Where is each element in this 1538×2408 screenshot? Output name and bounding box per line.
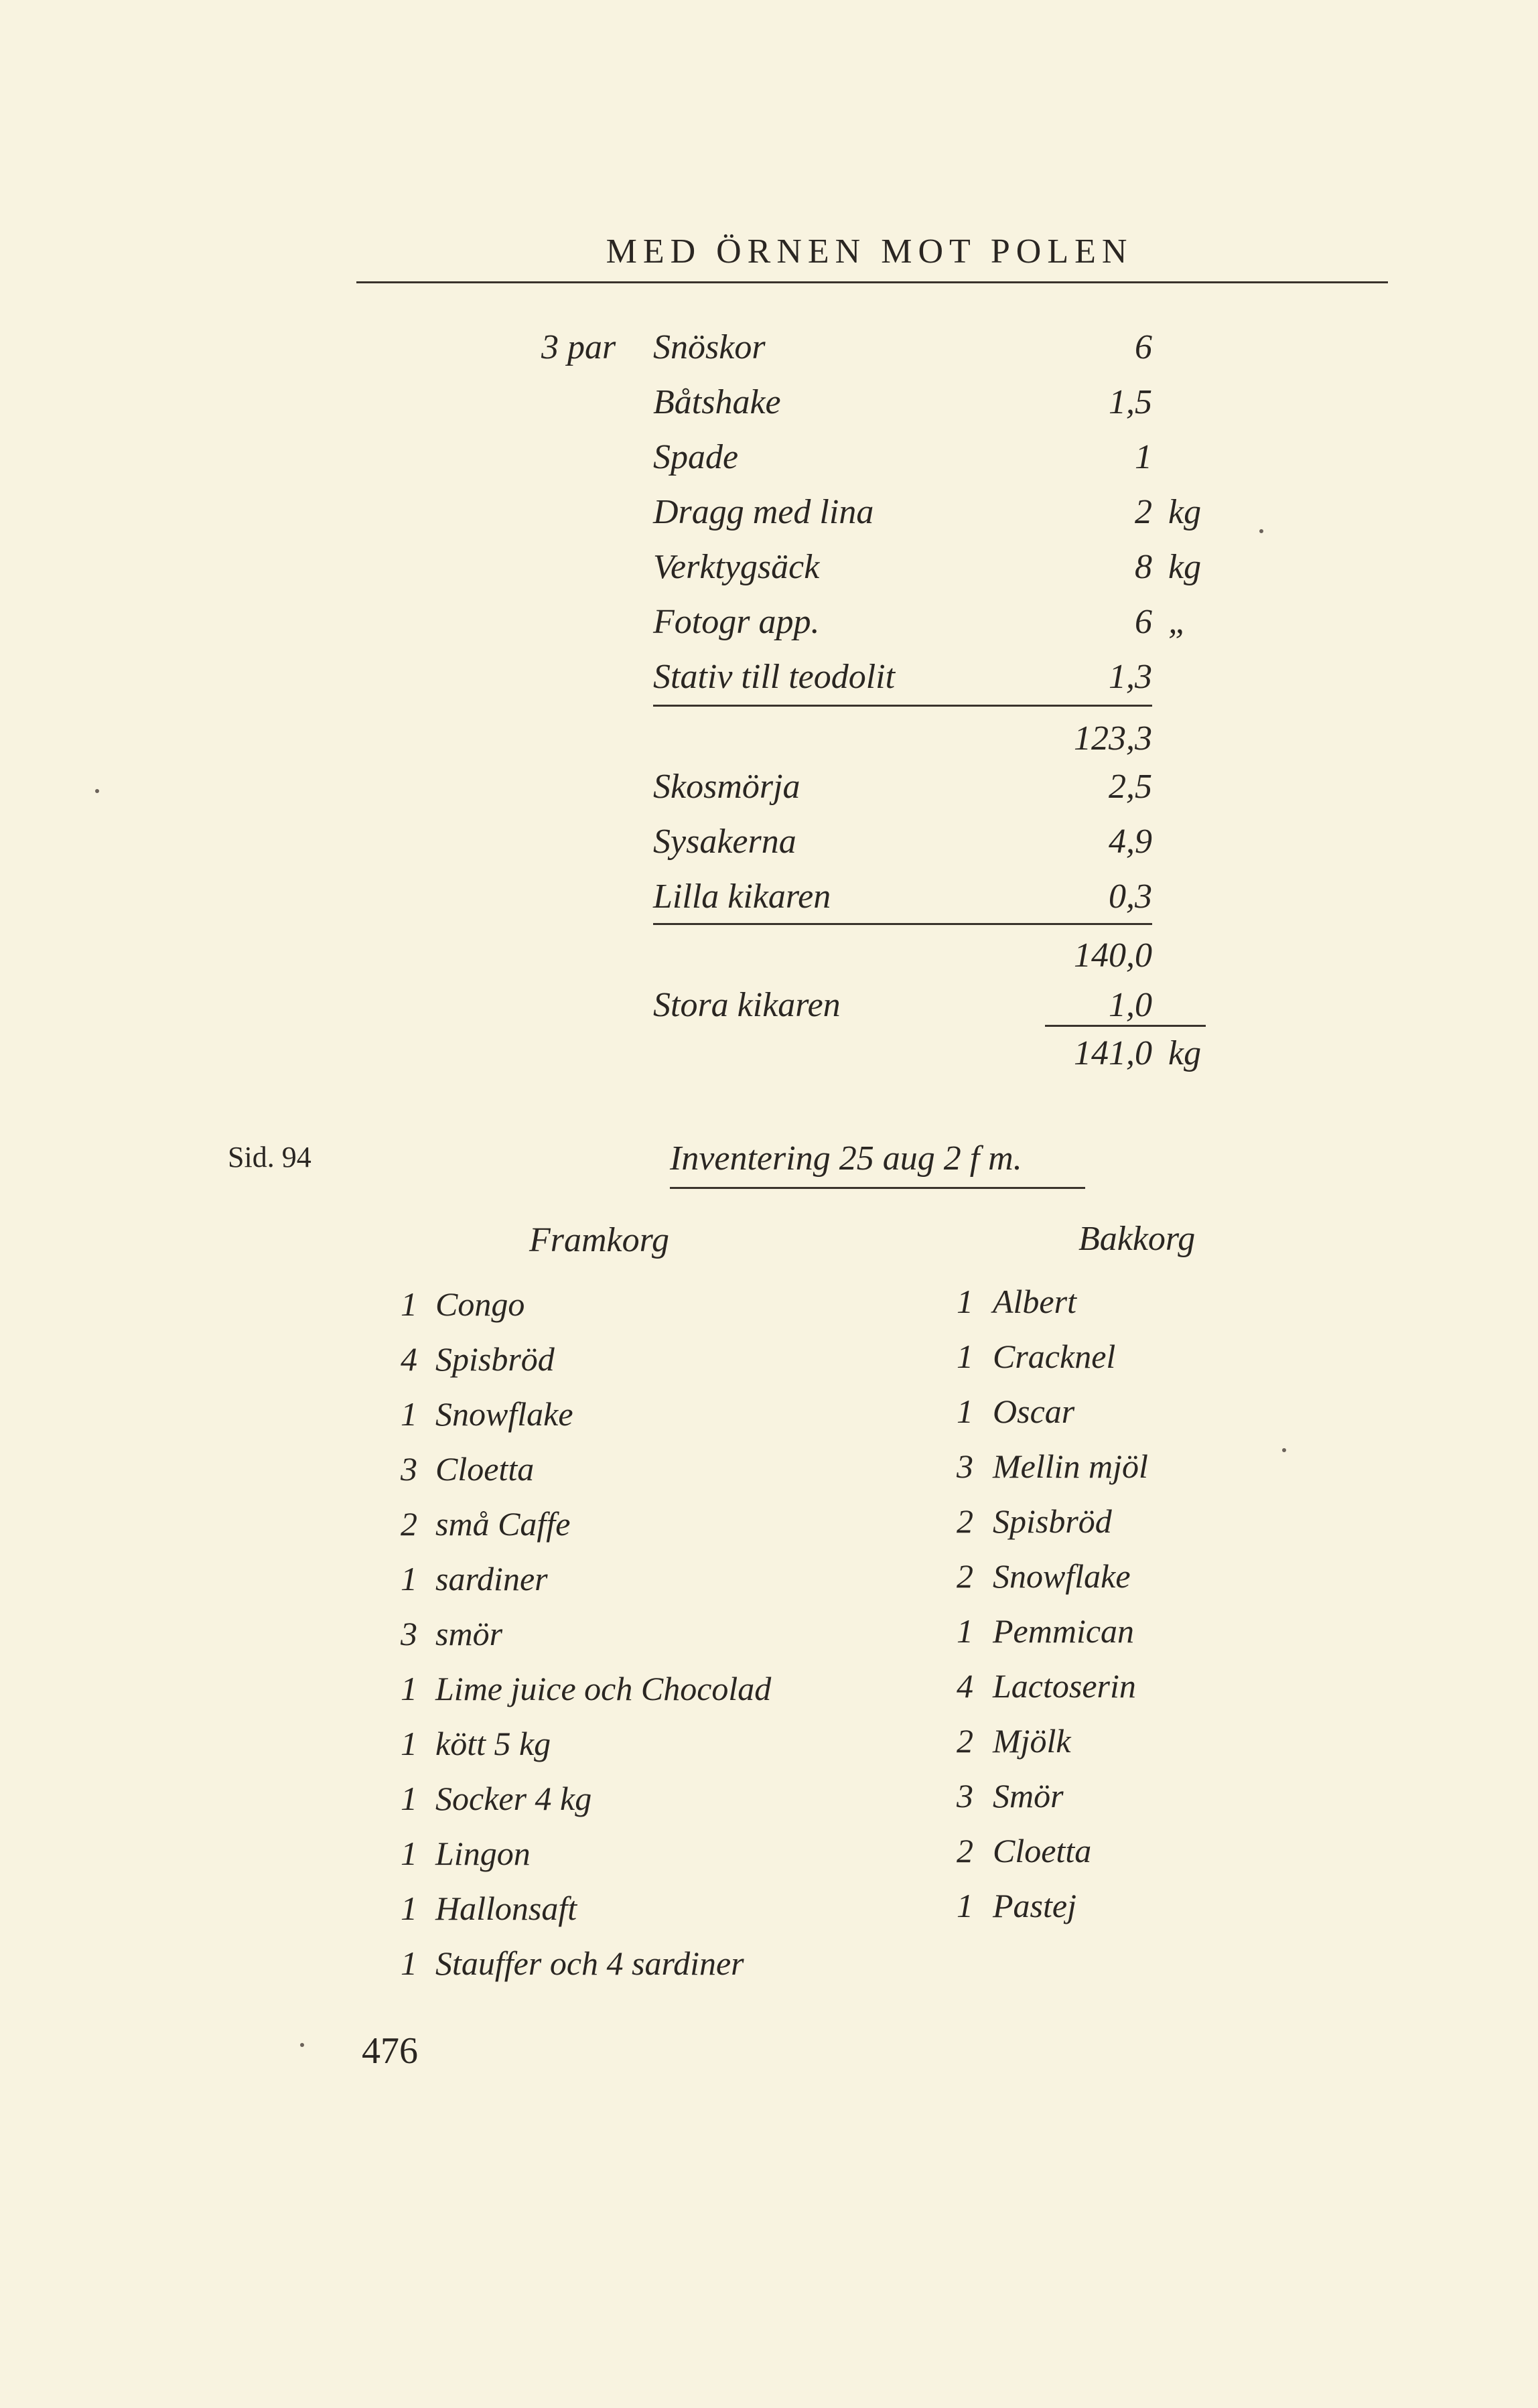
- item-name: Stativ till teodolit: [653, 658, 896, 696]
- item-text: kött 5 kg: [435, 1725, 551, 1762]
- item-count: 2: [957, 1502, 973, 1540]
- item-text: små Caffe: [435, 1505, 571, 1543]
- item-text: Stauffer och 4 sardiner: [435, 1944, 744, 1982]
- item-value: 4,9: [1109, 823, 1152, 861]
- item-count: 1: [957, 1887, 973, 1924]
- item-value: 1: [1135, 438, 1152, 476]
- item-count: 1: [401, 1670, 417, 1707]
- item-count: 3: [401, 1450, 417, 1488]
- item-value: 1,0: [1109, 986, 1152, 1024]
- item-text: smör: [435, 1615, 503, 1652]
- item-count: 2: [957, 1722, 973, 1760]
- item-unit: kg: [1168, 493, 1202, 531]
- item-text: Mellin mjöl: [993, 1447, 1148, 1485]
- item-text: Lime juice och Chocolad: [435, 1670, 772, 1707]
- item-text: Spisbröd: [435, 1340, 555, 1378]
- item-count: 2: [957, 1832, 973, 1869]
- subtotal-value: 140,0: [1074, 936, 1152, 975]
- item-text: Snowflake: [435, 1395, 573, 1433]
- item-value: 8: [1135, 548, 1152, 586]
- page-number: 476: [362, 2030, 418, 2072]
- item-text: Cracknel: [993, 1338, 1116, 1375]
- item-count: 4: [957, 1667, 973, 1705]
- item-count: 4: [401, 1340, 417, 1378]
- item-count: 2: [401, 1505, 417, 1543]
- item-name: Snöskor: [653, 328, 766, 366]
- item-count: 1: [957, 1393, 973, 1430]
- item-name: Fotogr app.: [653, 603, 820, 641]
- item-name: Skosmörja: [653, 768, 800, 806]
- sum-rule: [653, 923, 1152, 925]
- item-text: Albert: [993, 1283, 1076, 1320]
- paper-speck: [1259, 529, 1263, 533]
- item-unit: „: [1168, 603, 1188, 641]
- side-note: Sid. 94: [228, 1141, 311, 1174]
- item-text: Lingon: [435, 1835, 531, 1872]
- item-name: Sysakerna: [653, 823, 796, 861]
- total-value: 141,0: [1074, 1034, 1152, 1072]
- item-text: Pemmican: [993, 1612, 1135, 1650]
- item-value: 2: [1135, 493, 1152, 531]
- item-unit: kg: [1168, 548, 1202, 586]
- item-name: Verktygsäck: [653, 548, 820, 586]
- item-count: 2: [957, 1557, 973, 1595]
- item-value: 1,3: [1109, 658, 1152, 696]
- title-underline: [670, 1187, 1085, 1189]
- item-count: 1: [401, 1725, 417, 1762]
- item-text: Congo: [435, 1285, 525, 1323]
- item-text: Oscar: [993, 1393, 1075, 1430]
- item-value: 2,5: [1109, 768, 1152, 806]
- qty-label: 3 par: [541, 328, 616, 366]
- item-name: Dragg med lina: [653, 493, 874, 531]
- sum-rule: [1045, 1025, 1206, 1027]
- item-text: Cloetta: [435, 1450, 535, 1488]
- item-count: 1: [401, 1890, 417, 1927]
- running-header: MED ÖRNEN MOT POLEN: [606, 232, 1133, 271]
- item-count: 3: [957, 1447, 973, 1485]
- item-value: 0,3: [1109, 877, 1152, 916]
- item-count: 1: [401, 1285, 417, 1323]
- item-value: 6: [1135, 328, 1152, 366]
- item-text: Snowflake: [993, 1557, 1131, 1595]
- header-rule: [356, 281, 1388, 283]
- total-unit: kg: [1168, 1034, 1202, 1072]
- paper-speck: [95, 789, 99, 793]
- item-value: 1,5: [1109, 383, 1152, 421]
- item-text: Mjölk: [993, 1722, 1071, 1760]
- item-count: 1: [401, 1835, 417, 1872]
- item-name: Lilla kikaren: [653, 877, 831, 916]
- item-count: 1: [401, 1395, 417, 1433]
- sum-rule: [653, 705, 1152, 707]
- item-name: Spade: [653, 438, 739, 476]
- column-heading: Framkorg: [529, 1221, 669, 1259]
- item-text: sardiner: [435, 1560, 548, 1598]
- paper-speck: [300, 2043, 304, 2047]
- item-text: Hallonsaft: [435, 1890, 577, 1927]
- column-heading: Bakkorg: [1078, 1220, 1196, 1258]
- item-count: 1: [957, 1612, 973, 1650]
- item-count: 1: [401, 1780, 417, 1817]
- paper-speck: [1282, 1448, 1286, 1452]
- inventory-title: Inventering 25 aug 2 f m.: [670, 1139, 1022, 1178]
- item-text: Smör: [993, 1777, 1064, 1815]
- item-text: Socker 4 kg: [435, 1780, 592, 1817]
- item-text: Spisbröd: [993, 1502, 1112, 1540]
- item-count: 3: [401, 1615, 417, 1652]
- item-name: Stora kikaren: [653, 986, 841, 1024]
- item-count: 1: [401, 1944, 417, 1982]
- item-count: 1: [957, 1338, 973, 1375]
- item-text: Cloetta: [993, 1832, 1092, 1869]
- item-count: 3: [957, 1777, 973, 1815]
- item-count: 1: [401, 1560, 417, 1598]
- item-text: Lactoserin: [993, 1667, 1136, 1705]
- item-name: Båtshake: [653, 383, 781, 421]
- subtotal-value: 123,3: [1074, 719, 1152, 758]
- item-value: 6: [1135, 603, 1152, 641]
- item-text: Pastej: [993, 1887, 1076, 1924]
- item-count: 1: [957, 1283, 973, 1320]
